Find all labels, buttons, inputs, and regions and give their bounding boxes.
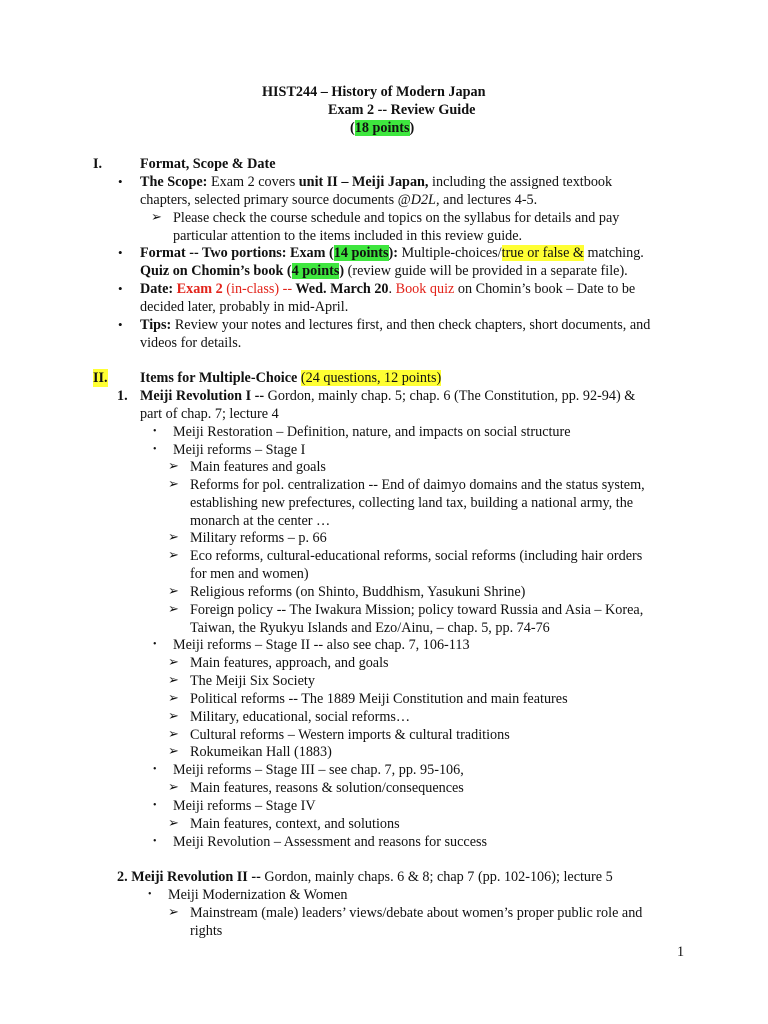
scope-note: ➢ Please check the course schedule and topics on the syllabus for details and pay xyxy=(173,209,619,227)
stage-1-subitem: ➢ Foreign policy -- The Iwakura Mission; policy toward Russia and Asia – Korea, xyxy=(190,601,643,619)
section-2-heading: Items for Multiple-Choice (24 questions, 12 points) xyxy=(140,370,442,386)
section-1-number: I. xyxy=(93,156,103,172)
stage-2-item: • Meiji reforms – Stage II -- also see chap. 7, 106-113 xyxy=(173,636,470,654)
page-number: 1 xyxy=(677,944,685,960)
stage-1-subitem-cont: monarch at the center … xyxy=(190,513,331,529)
topic-2-heading: 2. Meiji Revolution II -- Gordon, mainly chaps. 6 & 8; chap 7 (pp. 102-106); lecture 5 xyxy=(117,869,613,885)
stage-3-subitem: ➢ Main features, reasons & solution/consequences xyxy=(190,779,464,797)
assessment-item: • Meiji Revolution – Assessment and reasons for success xyxy=(173,833,487,851)
topic-1-heading-line2: part of chap. 7; lecture 4 xyxy=(140,406,279,422)
stage-1-subitem: ➢ Reforms for pol. centralization -- End of daimyo domains and the status system, xyxy=(190,476,645,494)
section-2-count-highlight: (24 questions, 12 points) xyxy=(300,370,442,386)
stage-2-subitem: ➢ Political reforms -- The 1889 Meiji Constitution and main features xyxy=(190,690,568,708)
women-subitem: ➢ Mainstream (male) leaders’ views/debate about women’s proper public role and xyxy=(190,904,642,922)
scope-item-line2: chapters, selected primary source documents @D2L, and lectures 4-5. xyxy=(140,192,538,208)
scope-item: • The Scope: Exam 2 covers unit II – Meiji Japan, including the assigned textbook xyxy=(140,173,612,191)
section-2-number: II. xyxy=(93,370,108,386)
format-item: • Format -- Two portions: Exam (14 points): Multiple-choices/true or false & matching. xyxy=(140,244,644,262)
stage-2-subitem: ➢ Rokumeikan Hall (1883) xyxy=(190,743,332,761)
stage-1-subitem: ➢ Eco reforms, cultural-educational reforms, social reforms (including hair orders xyxy=(190,547,642,565)
course-title: HIST244 – History of Modern Japan xyxy=(262,84,486,100)
stage-3-item: • Meiji reforms – Stage III – see chap. 7, pp. 95-106, xyxy=(173,761,464,779)
stage-4-subitem: ➢ Main features, context, and solutions xyxy=(190,815,400,833)
stage-1-subitem-cont: establishing new prefectures, collecting land tax, building a national army, the xyxy=(190,495,634,511)
exam-title: Exam 2 -- Review Guide xyxy=(328,102,476,118)
tips-item: • Tips: Review your notes and lectures first, and then check chapters, short documents, and xyxy=(140,316,650,334)
tips-item-line2: videos for details. xyxy=(140,335,242,351)
stage-2-subitem: ➢ Cultural reforms – Western imports & cultural traditions xyxy=(190,726,510,744)
exam-points-highlight: 14 points xyxy=(333,245,389,261)
stage-1-subitem: ➢ Religious reforms (on Shinto, Buddhism, Yasukuni Shrine) xyxy=(190,583,525,601)
total-points-highlight: 18 points xyxy=(354,120,410,136)
topic-1-number: 1. xyxy=(117,388,128,404)
topic-1-heading: Meiji Revolution I -- Gordon, mainly chap. 5; chap. 6 (The Constitution, pp. 92-94) & xyxy=(140,388,636,404)
date-item: • Date: Exam 2 (in-class) -- Wed. March 20. Book quiz on Chomin’s book – Date to be xyxy=(140,280,635,298)
stage-1-subitem: ➢ Main features and goals xyxy=(190,458,326,476)
women-subitem-cont: rights xyxy=(190,923,223,939)
date-item-line2: decided later, probably in mid-April. xyxy=(140,299,349,315)
stage-2-subitem: ➢ Military, educational, social reforms… xyxy=(190,708,410,726)
stage-1-subitem: ➢ Military reforms – p. 66 xyxy=(190,529,327,547)
true-false-highlight: true or false & xyxy=(501,245,584,261)
section-1-heading: Format, Scope & Date xyxy=(140,156,276,172)
stage-2-subitem: ➢ The Meiji Six Society xyxy=(190,672,315,690)
stage-1-subitem-cont: for men and women) xyxy=(190,566,309,582)
quiz-points-highlight: 4 points xyxy=(291,263,340,279)
stage-1-subitem-cont: Taiwan, the Ryukyu Islands and Ezo/Ainu, – chap. 5, pp. 74-76 xyxy=(190,620,550,636)
stage-2-subitem: ➢ Main features, approach, and goals xyxy=(190,654,389,672)
scope-note-line2: particular attention to the items included in this review guide. xyxy=(173,228,523,244)
stage-4-item: • Meiji reforms – Stage IV xyxy=(173,797,316,815)
quiz-line: Quiz on Chomin’s book (4 points) (review guide will be provided in a separate file). xyxy=(140,263,628,279)
stage-1-item: • Meiji reforms – Stage I xyxy=(173,441,305,459)
total-points: (18 points) xyxy=(350,120,415,136)
women-item: • Meiji Modernization & Women xyxy=(168,886,347,904)
meiji-restoration-item: • Meiji Restoration – Definition, nature, and impacts on social structure xyxy=(173,423,571,441)
